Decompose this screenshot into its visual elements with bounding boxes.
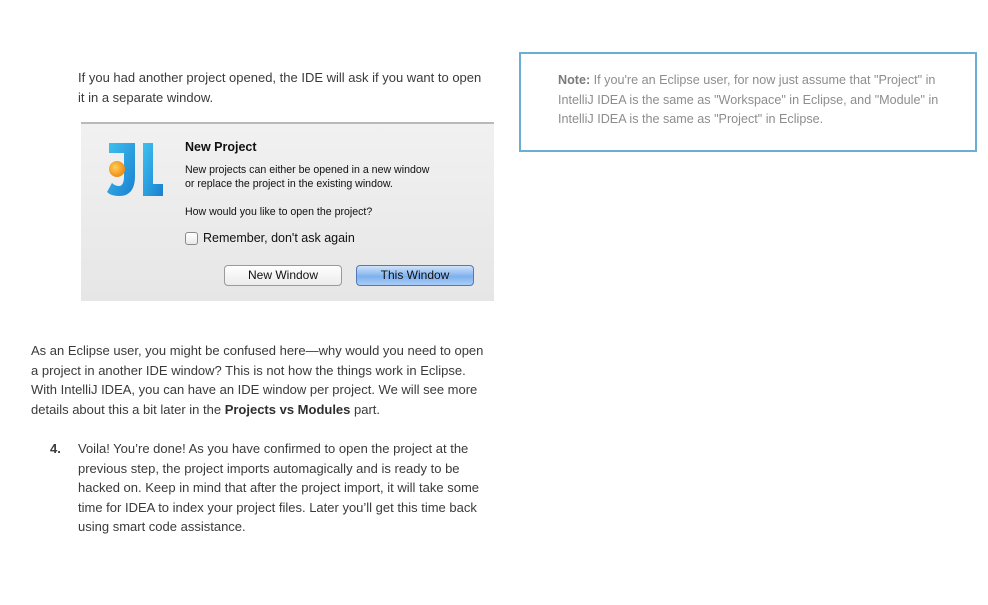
step-4-text: Voila! You’re done! As you have confirmed to open the project at the previous step, the project imports automagically and is ready to be hacked on. Keep in mind that after the project import, it will take some time for IDEA to index your project files. Later you’ll get this time back using smart code assistance.: [78, 441, 480, 535]
this-window-button[interactable]: This Window: [356, 265, 474, 286]
dialog-title: New Project: [185, 140, 257, 154]
dialog-message-line: New projects can either be opened in a new window: [185, 164, 430, 176]
dialog-message-line: or replace the project in the existing window.: [185, 178, 393, 190]
remember-checkbox-label[interactable]: Remember, don't ask again: [203, 231, 355, 245]
new-window-button[interactable]: New Window: [224, 265, 342, 286]
eclipse-paragraph-text: As an Eclipse user, you might be confused here—why would you need to open a project in another IDE window? This is not how the things work in Eclipse. With IntelliJ IDEA, you can have an IDE window per project. We will see more details about this a bit later in the: [31, 343, 484, 417]
step-4-list-item: [50, 439, 486, 537]
intellij-idea-logo-icon: [105, 140, 167, 202]
eclipse-user-paragraph: [31, 341, 486, 419]
note-label: Note:: [558, 73, 591, 87]
remember-option[interactable]: [185, 231, 355, 245]
projects-vs-modules-reference: Projects vs Modules: [224, 401, 351, 417]
dialog-message: [185, 163, 485, 191]
eclipse-paragraph-suffix: part.: [350, 401, 381, 417]
note-text: [558, 71, 958, 130]
remember-checkbox[interactable]: [185, 232, 198, 245]
step-number: 4.: [50, 441, 61, 456]
new-project-dialog: [81, 122, 494, 301]
note-box: [519, 52, 977, 152]
intro-paragraph: If you had another project opened, the IDE will ask if you want to open it in a separate window.: [78, 70, 482, 105]
note-body: If you're an Eclipse user, for now just assume that "Project" in IntelliJ IDEA is the same as "Workspace" in Eclipse, and "Module" in IntelliJ IDEA is the same as "Project" in Eclipse.: [558, 73, 939, 127]
dialog-question: How would you like to open the project?: [185, 206, 373, 218]
